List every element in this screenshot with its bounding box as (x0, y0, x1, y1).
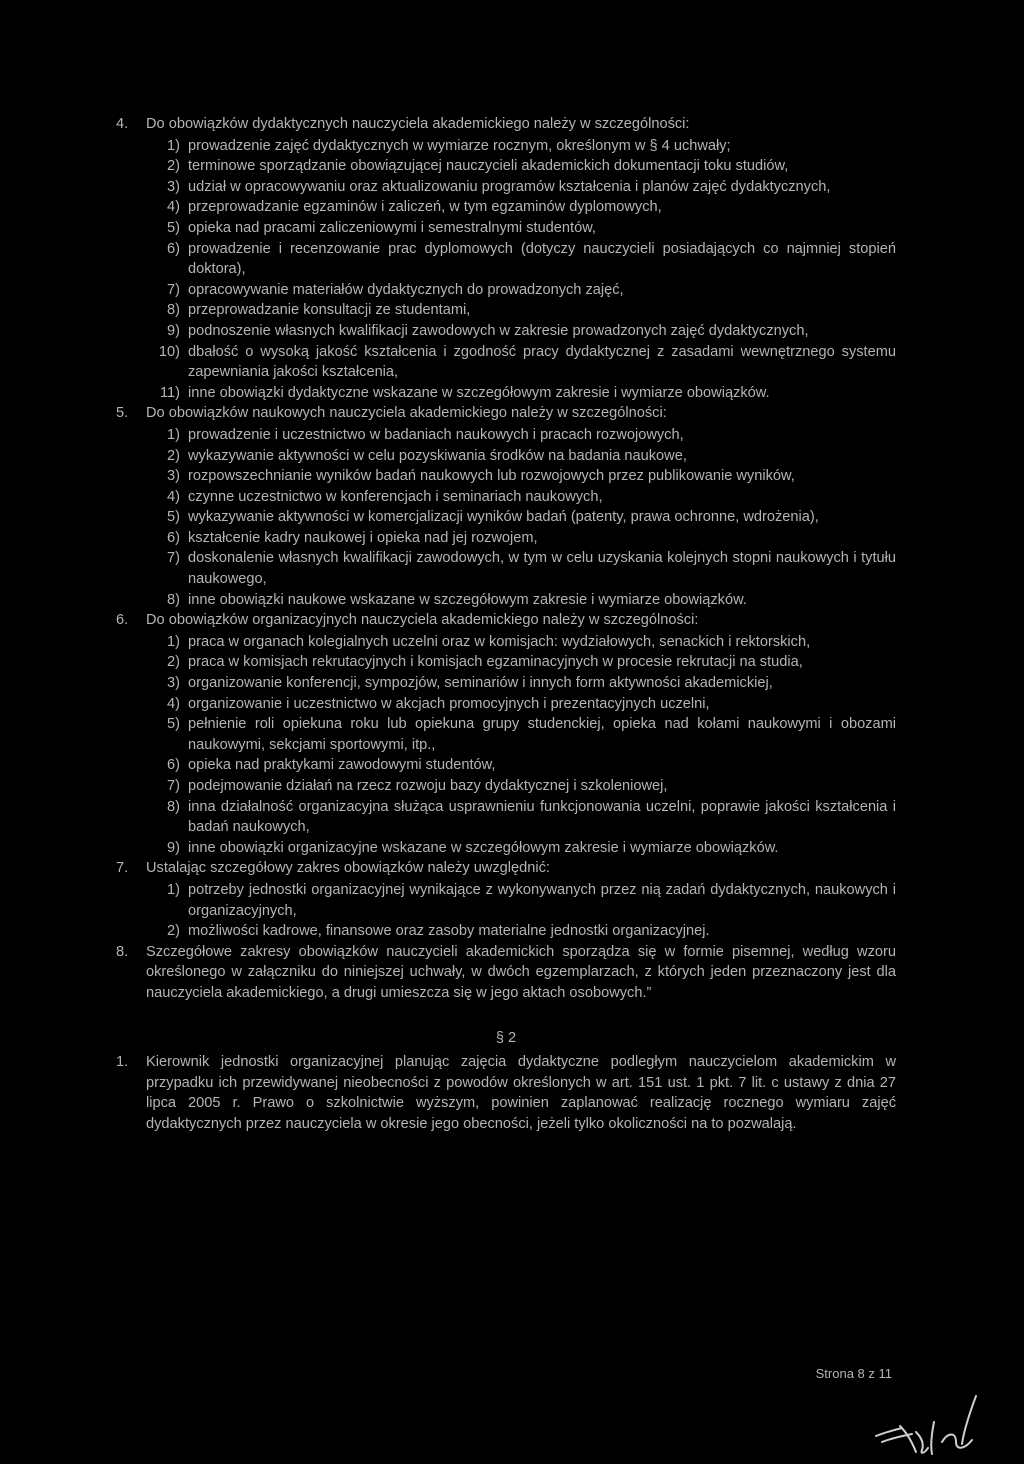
section-intro: Do obowiązków dydaktycznych nauczyciela akademickiego należy w szczególności: (146, 116, 690, 132)
page-number: Strona 8 z 11 (815, 1366, 892, 1381)
list-item: 2) terminowe sporządzanie obowiązującej nauczycieli akademickich dokumentacji toku studiów, (167, 158, 789, 175)
list-item: 7) podejmowanie działań na rzecz rozwoju bazy dydaktycznej i szkoleniowej, (167, 778, 668, 794)
list-item: 9) podnoszenie własnych kwalifikacji zawodowych w zakresie prowadzonych zajęć dydaktycznych, (167, 322, 809, 339)
list-item: 1) potrzeby jednostki organizacyjnej wynikające z wykonywanych przez nią zadań dydaktycznych, naukowych i organizacyjnych, (167, 881, 896, 919)
section-4 (116, 114, 896, 403)
list-item: 1) praca w organach kolegialnych uczelni oraz w komisjach: wydziałowych, senackich i rektorskich, (167, 633, 811, 650)
item-list (146, 632, 896, 859)
list-item: 3) udział w opracowywaniu oraz aktualizowaniu programów kształcenia i planów zajęć dydaktycznych, (167, 178, 831, 195)
list-item: 11) inne obowiązki dydaktyczne wskazane w szczegółowym zakresie i wymiarze obowiązków. (159, 384, 770, 401)
paragraph-heading: § 2 (495, 1029, 517, 1046)
signature-graphic (872, 1392, 1002, 1462)
item-list (146, 425, 896, 610)
list-item: 4) organizowanie i uczestnictwo w akcjach promocyjnych i prezentacyjnych uczelni, (167, 695, 710, 712)
list-item: 9) inne obowiązki organizacyjne wskazane w szczegółowym zakresie i wymiarze obowiązków. (167, 839, 779, 856)
section-7 (116, 858, 896, 941)
list-item: 1) prowadzenie zajęć dydaktycznych w wymiarze rocznym, określonym w § 4 uchwały; (167, 137, 731, 154)
section-number: 5. (116, 405, 129, 422)
section-paragraph: Kierownik jednostki organizacyjnej planując zajęcia dydaktyczne podległym nauczycielom akademickim w przypadku ich przewidywanej nieobecności z powodów określonych w art. 151 ust. 1 pkt. 7 lit. c ustawy z dnia 27 lipca 2005 r. Prawo o szkolnictwie wyższym, powinien zaplanować realizację rocznego wymiaru zajęć dydaktycznych przez nauczyciela w okresie jego obecności, jeżeli tylko okoliczności na to pozwalają. (146, 1054, 896, 1132)
item-list (146, 880, 896, 942)
list-item: 6) opieka nad praktykami zawodowymi studentów, (167, 757, 496, 774)
list-item: 4) czynne uczestnictwo w konferencjach i seminariach naukowych, (167, 488, 603, 505)
list-item: 4) przeprowadzanie egzaminów i zaliczeń, w tym egzaminów dyplomowych, (167, 199, 662, 216)
section-number: 4. (116, 116, 129, 132)
section-number: 8. (116, 943, 129, 960)
list-item: 5) wykazywanie aktywności w komercjalizacji wyników badań (patenty, prawa ochronne, wdrożenia), (167, 509, 819, 526)
list-item: 5) opieka nad pracami zaliczeniowymi i semestralnymi studentów, (167, 219, 596, 236)
item-list (146, 136, 896, 404)
section-8 (116, 942, 896, 1004)
section-number: 6. (116, 612, 129, 629)
list-item: 2) praca w komisjach rekrutacyjnych i komisjach egzaminacyjnych w procesie rekrutacji na studia, (167, 654, 803, 671)
list-item: 8) inne obowiązki naukowe wskazane w szczegółowym zakresie i wymiarze obowiązków. (167, 591, 747, 608)
list-item: 3) organizowanie konferencji, sympozjów, seminariów i innych form aktywności akademickiej, (167, 675, 773, 692)
list-item: 8) inna działalność organizacyjna służąca usprawnieniu funkcjonowania uczelni, poprawie jakości kształcenia i badań naukowych, (167, 798, 896, 836)
section-5 (116, 403, 896, 610)
section-intro: Do obowiązków organizacyjnych nauczyciela akademickiego należy w szczególności: (146, 612, 699, 629)
list-item: 7) opracowywanie materiałów dydaktycznych do prowadzonych zajęć, (167, 281, 624, 298)
list-item: 8) przeprowadzanie konsultacji ze studentami, (167, 302, 471, 319)
section-2-point-1 (116, 1052, 896, 1134)
section-intro: Ustalając szczegółowy zakres obowiązków należy uwzględnić: (146, 860, 550, 877)
list-item: 2) wykazywanie aktywności w celu pozyskiwania środków na badania naukowe, (167, 447, 687, 464)
list-item: 7) doskonalenie własnych kwalifikacji zawodowych, w tym w celu uzyskania kolejnych stopni naukowych i tytułu naukowego, (167, 550, 896, 588)
list-item: 5) pełnienie roli opiekuna roku lub opiekuna grupy studenckiej, opieka nad kołami naukowymi i obozami naukowymi, sekcjami sportowymi, itp., (167, 716, 896, 753)
list-item: 10) dbałość o wysoką jakość kształcenia i zgodność pracy dydaktycznej z zasadami wewnętrznego systemu zapewniania jakości kształcenia, (158, 343, 896, 381)
section-intro: Do obowiązków naukowych nauczyciela akademickiego należy w szczególności: (146, 405, 667, 422)
list-item: 2) możliwości kadrowe, finansowe oraz zasoby materialne jednostki organizacyjnej. (167, 923, 710, 940)
list-item: 3) rozpowszechnianie wyników badań naukowych lub rozwojowych przez publikowanie wyników, (167, 468, 795, 485)
section-paragraph: Szczegółowe zakresy obowiązków nauczycieli akademickich sporządza się w formie pisemnej, według wzoru określonego w załączniku do niniejszej uchwały, w dwóch egzemplarzach, z których jeden przeznaczony jest dla nauczyciela akademickiego, a drugi umieszcza się w jego aktach osobowych.” (146, 943, 896, 1001)
section-number: 7. (116, 860, 129, 877)
list-item: 1) prowadzenie i uczestnictwo w badaniach naukowych i pracach rozwojowych, (167, 426, 684, 443)
section-number: 1. (116, 1054, 129, 1071)
list-item: 6) prowadzenie i recenzowanie prac dyplomowych (dotyczy nauczycieli posiadających co najmniej stopień doktora), (167, 240, 896, 278)
list-item: 6) kształcenie kadry naukowej i opieka nad jej rozwojem, (167, 529, 538, 546)
section-6 (116, 610, 896, 858)
